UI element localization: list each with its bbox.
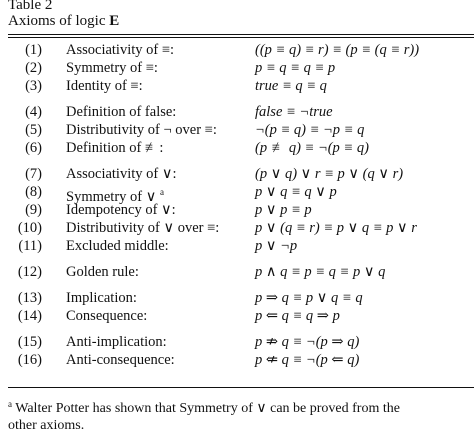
table-row [0,184,474,205]
row-number: (1) [25,42,42,58]
row-number: (12) [17,264,42,280]
axiom-formula: p ≡ q ≡ q ≡ p [255,60,336,76]
table-label: Table 2 [8,0,53,13]
table-row [0,202,474,218]
axiom-formula: p ⇏ q ≡ ¬(p ⇒ q) [255,334,360,350]
bottom-rule [8,387,474,388]
row-number: (7) [25,166,42,182]
row-number: (2) [25,60,42,76]
table-row [0,308,474,324]
table-row [0,78,474,94]
row-number: (9) [25,202,42,218]
footnote-marker: a [8,399,12,409]
axiom-name: Idempotency of ∨: [66,202,176,218]
table-title-symbol: E [109,13,120,29]
axiom-name-text: Symmetry of ∨ [66,189,157,205]
top-rule [8,34,474,35]
row-number: (16) [17,352,42,368]
axiom-name: Identity of ≡: [66,78,143,94]
table-row [0,352,474,368]
axiom-formula: false ≡ ¬true [255,104,333,120]
footnote-marker: a [159,187,164,197]
table-row [0,220,474,236]
axiom-name: Consequence: [66,308,148,324]
table-row [0,238,474,254]
row-number: (3) [25,78,42,94]
axiom-formula: true ≡ q ≡ q [255,78,327,94]
axiom-name: Anti-implication: [66,334,167,350]
row-number: (15) [17,334,42,350]
axiom-name: Excluded middle: [66,238,169,254]
axiom-name: Symmetry of ≡: [66,60,158,76]
footnote-line-2: other axioms. [8,418,85,433]
axiom-formula: (p ∨ q) ∨ r ≡ p ∨ (q ∨ r) [255,166,404,182]
table-row [0,140,474,156]
axiom-formula: p ⇍ q ≡ ¬(p ⇐ q) [255,352,360,368]
row-number: (14) [17,308,42,324]
axiom-name: Associativity of ≡: [66,42,175,58]
axiom-formula: p ⇒ q ≡ p ∨ q ≡ q [255,290,363,306]
axiom-formula: p ∨ q ≡ q ∨ p [255,184,337,200]
axiom-name: Implication: [66,290,137,306]
table-title-text: Axioms of logic [8,13,106,29]
row-number: (4) [25,104,42,120]
axiom-formula: p ⇐ q ≡ q ⇒ p [255,308,340,324]
top-rule-double [8,37,474,38]
axiom-formula: (p ≢ q) ≡ ¬(p ≡ q) [255,140,369,156]
axiom-formula: p ∨ p ≡ p [255,202,312,218]
row-number: (8) [25,184,42,200]
axiom-name: Associativity of ∨: [66,166,177,182]
table-row [0,42,474,58]
row-number: (13) [17,290,42,306]
axiom-name: Distributivity of ∨ over ≡: [66,220,220,236]
row-number: (11) [18,238,42,254]
axiom-formula: p ∨ ¬p [255,238,298,254]
row-number: (10) [17,220,42,236]
axiom-name: Distributivity of ¬ over ≡: [66,122,217,138]
footnote-text: Walter Potter has shown that Symmetry of ∨ can be proved from the [15,401,400,416]
axiom-name: Anti-consequence: [66,352,175,368]
table-row [0,334,474,350]
row-number: (5) [25,122,42,138]
footnote-line-1 [8,396,474,417]
table-row [0,290,474,306]
axiom-formula: ¬(p ≡ q) ≡ ¬p ≡ q [255,122,365,138]
table-row [0,104,474,120]
table-row [0,60,474,76]
table-title [8,12,119,30]
table-row [0,264,474,280]
row-number: (6) [25,140,42,156]
table-row [0,122,474,138]
footnote [8,396,474,434]
axiom-formula: ((p ≡ q) ≡ r) ≡ (p ≡ (q ≡ r)) [255,42,420,58]
axiom-formula: p ∧ q ≡ p ≡ q ≡ p ∨ q [255,264,386,280]
axiom-formula: p ∨ (q ≡ r) ≡ p ∨ q ≡ p ∨ r [255,220,417,236]
table-row [0,166,474,182]
axiom-name: Definition of ≢: [66,140,164,156]
axiom-name: Definition of false: [66,104,177,120]
axiom-name: Golden rule: [66,264,139,280]
